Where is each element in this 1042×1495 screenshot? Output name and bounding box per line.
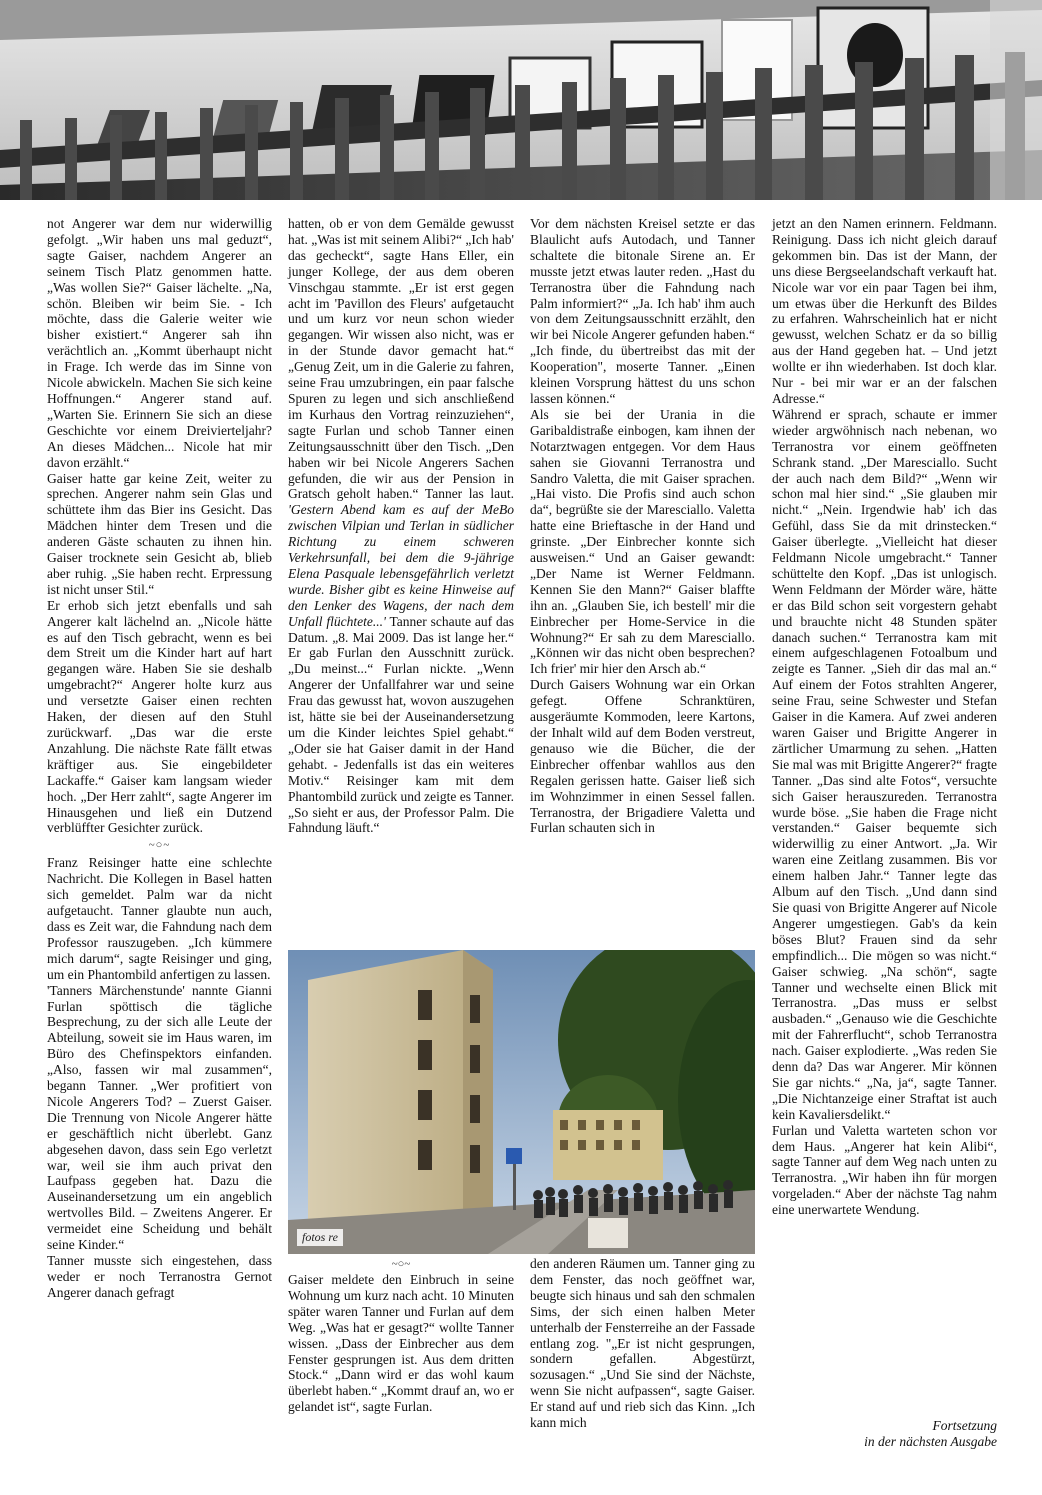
article-column-3 bbox=[530, 216, 755, 836]
paragraph: Tanner musste sich eingestehen, dass weder er noch Terranostra Gernot Angerer danach gefragt bbox=[47, 1253, 272, 1300]
paragraph: Gaiser meldete den Einbruch in seine Wohnung um kurz nach acht. 10 Minuten später waren Tanner und Furlan auf dem Weg. „Was hat er gesagt?“ wollte Tanner wissen. „Dass der Einbrecher aus dem Fenster gesprungen ist. Aus dem dritten Stock.“ „Dann wird er das wohl kaum überlebt haben.“ „Kommt drauf an, wo er gelandet ist“, sagte Furlan. bbox=[288, 1272, 514, 1415]
paragraph: Franz Reisinger hatte eine schlechte Nachricht. Die Kollegen in Basel hatten sich gemeldet. Palm war da nicht aufgetaucht. Tanner glaubte nun auch, dass es Zeit war, die Fahndung nach dem Professor rauszugeben. „Ich kümmere mich darum“, sagte Reisinger und ging, um ein Phantombild anfertigen zu lassen. bbox=[47, 855, 272, 982]
paragraph bbox=[288, 216, 514, 836]
photo-credit: fotos re bbox=[297, 1229, 343, 1246]
section-separator: ~○~ bbox=[148, 839, 171, 852]
continuation-note bbox=[757, 1418, 997, 1450]
paragraph: den anderen Räumen um. Tanner ging zu dem Fenster, das noch geöffnet war, beugte sich hinaus und sah den schmalen Sims, der sich einen halben Meter unterhalb der Fensterreihe an der Fassade entlang zog. "„Er ist nicht gesprungen, sondern gefallen. Abgestürzt, sozusagen.“ „Und Sie sind der Nächste, wenn Sie nicht aufpassen“, sagte Gaiser. Er stand auf und rieb sich das Kinn. „Ich kann mich bbox=[530, 1256, 755, 1431]
continuation-line-1: Fortsetzung bbox=[932, 1418, 997, 1433]
paragraph: Als sie bei der Urania in die Garibaldistraße einbogen, kam ihnen der Notarztwagen entgegen. Vor dem Haus sahen sie Giovanni Terranostra und Sandro Valetta, die mit Gaiser sprachen. „Hai visto. Die Profis sind auch schon da“, begrüßte sie der Maresciallo. Valetta hatte eine Brieftasche in der Hand und grinste. „Der Einbrecher konnte sich ausweisen.“ Und an Gaiser gewandt: „Der Name ist Werner Feldmann. Kennen Sie den Mann?“ Gaiser blaffte ihn an. „Glauben Sie, ich bestell' mir die Einbrecher per Home-Service in die Wohnung?“ Er sah zu dem Maresciallo. „Können wir das nicht oben besprechen? Ich frier' mir hier den Arsch ab.“ bbox=[530, 406, 755, 677]
paragraph: Gaiser hatte gar keine Zeit, weiter zu sprechen. Angerer nahm sein Glas und schüttete ihm das Bier ins Gesicht. Das Mädchen hinter dem Tresen und die anderen Gäste schauten zu ihnen hin. Gaiser trocknete sein Gesicht ab, blieb aber ruhig. „Sie haben recht. Erpressung ist nicht unser Stil.“ bbox=[47, 470, 272, 597]
paragraph-text: Tanner schaute auf das Datum. „8. Mai 2009. Das ist lange her.“ Er gab Furlan den Ausschnitt zurück. „Du meinst...“ Furlan nickte. „Wenn Angerer der Unfallfahrer war und seine Frau das gewusst hat, wovon auszugehen ist, hätte sie bei der Auseinandersetzung um die Kinder leichtes Spiel gehabt.“ „Oder sie hat Gaiser damit in der Hand gehabt. - Jedenfalls ist das ein weiteres Motiv.“ Reisinger kam mit dem Phantombild zurück und zeigte es Tanner. „So sieht er aus, der Professor Palm. Die Fahndung läuft.“ bbox=[288, 613, 514, 836]
gallery-photo bbox=[0, 0, 1042, 200]
building-photo bbox=[288, 950, 755, 1254]
article-column-2 bbox=[288, 216, 514, 836]
paragraph: Durch Gaisers Wohnung war ein Orkan gefegt. Offene Schranktüren, ausgeräumte Kommoden, leere Kartons, der Inhalt wild auf dem Boden verstreut, genauso wie die Bücher, die der Einbrecher offenbar wahllos aus den Regalen gerissen hatte. Gaiser ließ sich im Wohnzimmer in einen Sessel fallen. Terranostra, der Brigadiere Valetta und Furlan schauten sich in bbox=[530, 677, 755, 836]
article-column-1 bbox=[47, 216, 272, 1301]
article-column-3-lower bbox=[530, 1256, 755, 1431]
paragraph-text: hatten, ob er von dem Gemälde gewusst hat. „Was ist mit seinem Alibi?“ „Ich hab' das gecheckt“, sagte Hans Eller, ein junger Kollege, der aus dem oberen Vinschgau stammte. „Er ist erst gegen acht im 'Pavillon des Fleurs' aufgetaucht und um kurz vor neun schon wieder gegangen. Wir wissen also nicht, was er in der Stunde davor gemacht hat.“ „Genug Zeit, um in die Galerie zu fahren, seine Frau umzubringen, ein paar falsche Spuren zu legen und sich anschließend im Kurhaus den Vortrag reinzuziehen“, sagte Furlan und schob Tanner einen Zeitungsausschnitt über den Tisch. „Den haben wir bei Nicole Angerers Sachen gefunden, die wir aus der Pension in Gratsch geholt haben.“ Tanner las laut. bbox=[288, 216, 514, 502]
paragraph: not Angerer war dem nur widerwillig gefolgt. „Wir haben uns mal geduzt“, sagte Gaiser, nachdem Angerer an seinem Tisch Platz genommen hatte. „Was wollen Sie?“ Gaiser lächelte. „Na, schön. Bleiben wir beim Sie. - Ich möchte, dass die Galerie weiter wie bisher existiert.“ Angerer sah ihn verächtlich an. „Kommt überhaupt nicht in Frage. Ich werde das im Sinne von Nicole abwickeln. Machen Sie sich keine Hoffnungen.“ Angerer stand auf. „Warten Sie. Erinnern Sie sich an diese Geschichte vor einem Dreivierteljahr? An dieses Mädchen... Nicole hat mir davon erzählt.“ bbox=[47, 216, 272, 470]
newspaper-quote: 'Gestern Abend kam es auf der MeBo zwischen Vilpian und Terlan in südlicher Richtung zu einem schweren Verkehrsunfall, bei dem die 9-jährige Elena Pasquale lebensgefährlich verletzt wurde. Bisher gibt es keine Hinweise auf den Lenker des Wagens, der nach dem Unfall flüchtete...' bbox=[288, 502, 514, 629]
paragraph: Während er sprach, schaute er immer wieder argwöhnisch nach nebenan, wo Terranostra vor einem geöffneten Schrank stand. „Der Maresciallo. Sucht der auch nach dem Bild?“ „Wenn wir schon mal hier sind.“ „Sie glauben mir nicht.“ „Nein. Irgendwie hab' ich das Gefühl, dass Sie da mit drinstecken.“ Gaiser überlegte. „Vielleicht hat dieser Feldmann Nicole umgebracht.“ Tanner schüttelte den Kopf. „Das ist unlogisch. Wenn Feldmann der Mörder wäre, hätte er das Bild schon seit vorgestern gehabt und brauchte nicht 48 Stunden später danach suchen.“ Terranostra kam mit einem aufgeschlagenen Fotoalbum und zeigte es Tanner. „Sieh dir das mal an.“ Auf einem der Fotos strahlten Angerer, seine Frau, seine Schwester und Stefan Gaiser in die Kamera. Auf zwei anderen waren Gaiser und Brigitte Angerer in zärtlicher Umarmung zu sehen. „Hatten Sie mal was mit Brigitte Angerer?“ fragte Tanner. „Das sind alte Fotos“, versuchte sich Gaiser herauszureden. Terranostra wurde böse. „Sie haben die Frage nicht verstanden.“ Gaiser bequemte sich widerwillig zu einer Antwort. „Ja. Wir waren eine Zeitlang zusammen. Bis vor einem halben Jahr.“ Tanner legte das Album auf den Tisch. „Und dann sind Sie quasi von Brigitte Angerer auf Nicole Angerer umgestiegen. Gab's da kein böses Blut? Frauen sind da sehr empfindlich... Die mögen so was nicht.“ Gaiser schwieg. „Na schön“, sagte Tanner und wechselte einen Blick mit Terranostra. „Das muss er selbst ausbaden.“ „Genauso wie die Geschichte mit der Fahrerflucht“, schob Terranostra nach. Gaiser explodierte. „Was reden Sie denn da? Das war Angerer. Mir können Sie gar nichts.“ „Na, ja“, sagte Tanner. „Die Nichtanzeige einer Straftat ist auch kein Kavaliersdelikt.“ bbox=[772, 406, 997, 1122]
paragraph: Vor dem nächsten Kreisel setzte er das Blaulicht aufs Autodach, und Tanner schaltete die bitonale Sirene an. Er musste jetzt etwas lauter reden. „Hast du Terranostra über die Fahndung nach Palm informiert?“ „Ja. Ich hab' ihm auch von dem Zeitungsausschnitt erzählt, den wir bei Nicole Angerer gefunden haben.“ „Ich finde, du übertreibst das mit der Kooperation", moserte Tanner. „Einen kleinen Vorsprung hättest du uns schon lassen können.“ bbox=[530, 216, 755, 406]
paragraph: 'Tanners Märchenstunde' nannte Gianni Furlan spöttisch die tägliche Besprechung, zu der sich alle Leute der Abteilung, soweit sie im Haus waren, im Büro des Chefinspektors einfanden. „Also, fassen wir mal zusammen“, begann Tanner. „Wer profitiert von Nicole Angerers Tod? – Zuerst Gaiser. Die Trennung von Nicole Angerer hätte er geschäftlich nicht überlebt. Ganz abgesehen davon, dass sein Ego verletzt war, weil sie ihm auch privat den Laufpass gegeben hat. Dazu die Auseinandersetzung um ein angeblich wertvolles Bild. – Zweitens Angerer. Er vermeidet eine Scheidung und behält seine Kinder.“ bbox=[47, 982, 272, 1253]
article-column-4 bbox=[772, 216, 997, 1218]
paragraph: Er erhob sich jetzt ebenfalls und sah Angerer kalt lächelnd an. „Nicole hätte es auf den Tisch gebracht, wenn es bei dem Streit um die Kinder hart auf hart gegangen wäre. Haben Sie sie deshalb umgebracht?“ Angerer holte kurz aus und versetzte Gaiser einen rechten Haken, der diesen auf den Stuhl zurückwarf. „Das war die erste Anzahlung. Die nächste Rate fällt etwas kräftiger aus. Sie eingebildeter Lackaffe.“ Gaiser kam langsam wieder hoch. „Der Herr zahlt“, sagte Angerer im Hinausgehen und ließ ein Dutzend verblüffter Gesichter zurück. bbox=[47, 597, 272, 836]
paragraph: Furlan und Valetta warteten schon vor dem Haus. „Angerer hat kein Alibi“, sagte Tanner auf dem Weg nach unten zu Terranostra. „Wir haben ihn für morgen vorgeladen.“ Aber der nächste Tag nahm eine unerwartete Wendung. bbox=[772, 1122, 997, 1218]
continuation-line-2: in der nächsten Ausgabe bbox=[864, 1434, 997, 1449]
paragraph: jetzt an den Namen erinnern. Feldmann. Reinigung. Dass ich nicht gleich darauf gekommen bin. Das ist der Mann, der uns diese Bergseelandschaft verkauft hat. Nicole war vor ein paar Tagen bei ihm, um etwas über die Herkunft des Bildes zu erfahren. Wahrscheinlich hat er nicht gewusst, welchen Schatz er da so billig aus der Hand gegeben hat. – Und jetzt wollte er ihn wiederhaben. Ist doch klar. Nur - bei mir war er an der falschen Adresse.“ bbox=[772, 216, 997, 406]
section-separator: ~○~ bbox=[391, 1258, 411, 1270]
article-column-2-lower bbox=[288, 1272, 514, 1415]
